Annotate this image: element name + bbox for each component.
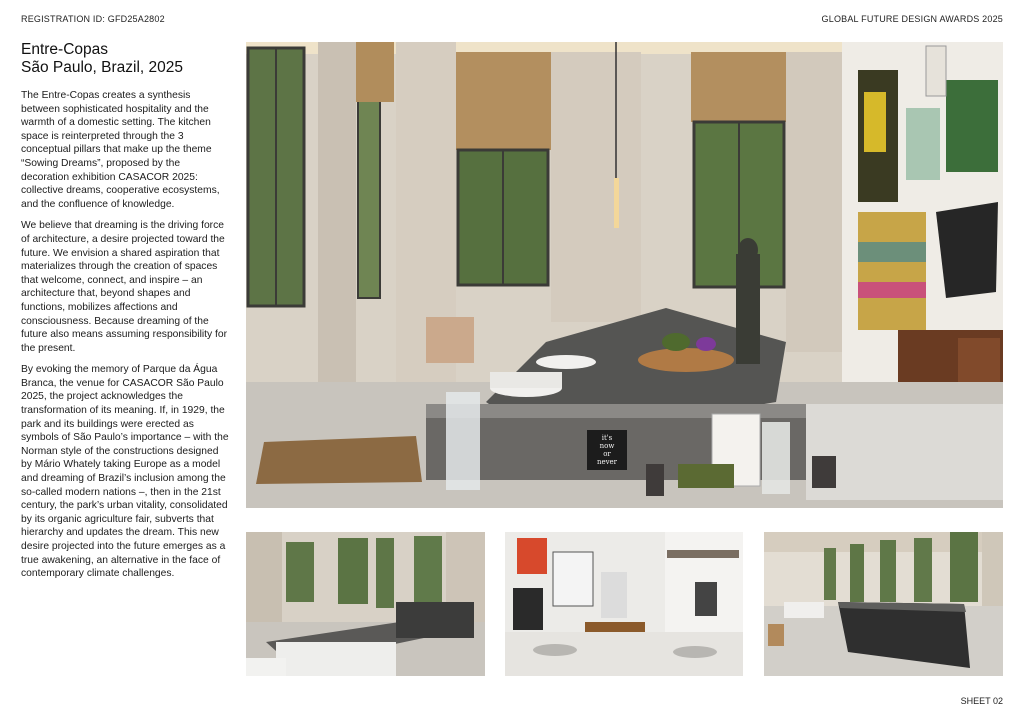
photo-sign (587, 430, 627, 470)
award-title: GLOBAL FUTURE DESIGN AWARDS 2025 (821, 14, 1003, 24)
photo-sign-line1: it's (601, 434, 613, 442)
photo-sign-line2: now (599, 442, 615, 450)
sheet-number: SHEET 02 (960, 696, 1003, 706)
paragraph-dreaming: We believe that dreaming is the driving force of architecture, a desire projected toward the future. We envision a shared aspiration that materializes through the creation of spaces that welcome, connect, and inspire – an architecture that, beyond shapes and functions, mobilizes affections and consciousness. Because dreaming of the future also means assuming responsibility for the present. (21, 220, 228, 354)
registration-id: REGISTRATION ID: GFD25A2802 (21, 14, 165, 24)
project-title (21, 41, 229, 77)
project-name: Entre-Copas (21, 41, 109, 58)
paragraph-park: By evoking the memory of Parque da Água Branca, the venue for CASACOR São Paulo 2025, the project acknowledges the transformation of its meaning. If, in 1929, the park and its buildings were erected as symbols of São Paulo’s importance – with the Norman style of the constructions designed by Mário Whately taking Europe as a model and dreaming of Brazil’s inclusion among the so-called modern nations –, then in the 21st century, the park’s urban vitality, consolidated by its organic agriculture fair, subverts that hierarchy and updates the dream. This new desire projected into the future emerges as a true awakening, an alternative in the face of contemporary climate challenges. (21, 364, 229, 580)
paragraph-intro: The Entre-Copas creates a synthesis between sophisticated hospitality and the warmth of a domestic setting. The kitchen space is reinterpreted through the 3 conceptual pillars that make up the theme “Sowing Dreams”, proposed by the decoration exhibition CASACOR 2025: collective dreams, cooperative ecosystems, and the confluence of knowledge. (21, 90, 220, 210)
photo-sign-line3: or (603, 450, 611, 458)
photo-sign-line4: never (596, 458, 618, 466)
long-island-photo (764, 532, 1003, 676)
main-interior-photo (246, 42, 1003, 508)
sink-area-photo (505, 532, 743, 676)
text-column (21, 41, 229, 589)
kitchen-island-photo (246, 532, 485, 676)
project-location: São Paulo, Brazil, 2025 (21, 59, 183, 76)
